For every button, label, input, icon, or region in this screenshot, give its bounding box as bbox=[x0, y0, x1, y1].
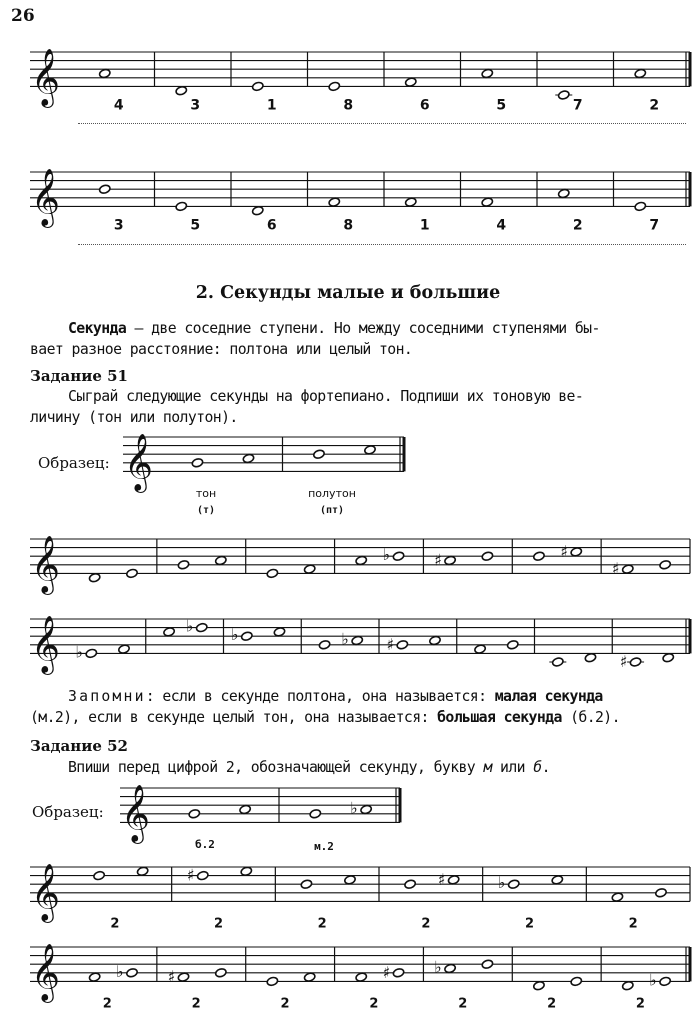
staff-exercise-2 bbox=[0, 160, 696, 240]
sharp-icon: ♯ bbox=[611, 559, 620, 579]
sample-abbr-tone: (т) bbox=[196, 505, 216, 516]
interval-number: 7 bbox=[572, 97, 583, 114]
staff-task-52-row-2 bbox=[0, 935, 696, 1011]
intro-paragraph bbox=[68, 318, 600, 339]
interval-number: 6 bbox=[266, 217, 277, 234]
sample-label-major-second: б.2 bbox=[195, 838, 215, 851]
treble-clef-icon: 𝄞 bbox=[31, 535, 60, 593]
whole-note bbox=[481, 68, 493, 78]
whole-note bbox=[570, 976, 582, 986]
whole-note bbox=[629, 657, 641, 667]
whole-note bbox=[99, 68, 111, 78]
whole-note bbox=[551, 875, 563, 885]
whole-note bbox=[558, 188, 570, 198]
whole-note bbox=[474, 644, 486, 654]
whole-note bbox=[351, 635, 363, 645]
whole-note bbox=[355, 972, 367, 982]
sample-label-minor-second: м.2 bbox=[314, 840, 334, 853]
flat-icon: ♭ bbox=[350, 798, 358, 818]
whole-note bbox=[191, 458, 203, 468]
remember-word: Запомни bbox=[68, 688, 146, 705]
treble-clef-icon: 𝄞 bbox=[124, 433, 153, 491]
flat-icon: ♭ bbox=[230, 625, 239, 645]
whole-note bbox=[175, 86, 187, 96]
whole-note bbox=[126, 968, 138, 978]
treble-clef-icon: 𝄞 bbox=[31, 615, 60, 673]
whole-note bbox=[252, 81, 264, 91]
whole-note bbox=[163, 627, 175, 637]
whole-note bbox=[241, 631, 253, 641]
whole-note bbox=[266, 568, 278, 578]
whole-note bbox=[99, 184, 111, 194]
whole-note bbox=[404, 879, 416, 889]
flat-icon: ♭ bbox=[649, 970, 657, 990]
whole-note bbox=[242, 453, 254, 463]
whole-note bbox=[659, 976, 671, 986]
sharp-icon: ♯ bbox=[434, 550, 442, 570]
flat-icon: ♭ bbox=[115, 961, 124, 981]
whole-note bbox=[659, 560, 671, 570]
interval-number: 2 bbox=[369, 996, 379, 1011]
whole-note bbox=[313, 449, 325, 459]
flat-icon: ♭ bbox=[434, 957, 442, 977]
whole-note bbox=[481, 959, 493, 969]
whole-note bbox=[558, 90, 570, 100]
staff-task-51-row-2 bbox=[0, 607, 696, 687]
term-second: Секунда bbox=[68, 320, 127, 337]
whole-note bbox=[344, 875, 356, 885]
remember-line-1: Запомни: если в секунде полтона, она называется: малая секунда bbox=[68, 688, 603, 705]
whole-note bbox=[429, 635, 441, 645]
whole-note bbox=[252, 206, 264, 216]
whole-note bbox=[570, 547, 582, 557]
interval-number: 2 bbox=[110, 916, 120, 932]
whole-note bbox=[364, 445, 376, 455]
sharp-icon: ♯ bbox=[186, 865, 195, 885]
task-51-line-1: Сыграй следующие секунды на фортепиано. Подпиши их тоновую ве- bbox=[68, 388, 584, 405]
sample-label-semitone: полутон bbox=[308, 487, 356, 500]
interval-number: 5 bbox=[496, 97, 507, 114]
staff-task-52-row-1 bbox=[0, 855, 696, 935]
whole-note bbox=[405, 77, 417, 87]
interval-number: 2 bbox=[458, 996, 468, 1011]
whole-note bbox=[93, 870, 105, 880]
intro-line-2: вает разное расстояние: полтона или целый тон. bbox=[30, 341, 413, 358]
whole-note bbox=[328, 197, 340, 207]
sample-label-tone: тон bbox=[195, 487, 217, 500]
flat-icon: ♭ bbox=[497, 873, 506, 893]
whole-note bbox=[481, 197, 493, 207]
whole-note bbox=[552, 657, 564, 667]
whole-note bbox=[533, 551, 545, 561]
sample-abbr-semitone: (пт) bbox=[319, 505, 345, 516]
interval-number: 2 bbox=[572, 217, 583, 234]
interval-number: 8 bbox=[343, 217, 354, 234]
interval-number: 2 bbox=[547, 996, 557, 1011]
staff-task-51-row-1 bbox=[0, 527, 696, 607]
whole-note bbox=[584, 653, 596, 663]
whole-note bbox=[634, 68, 646, 78]
interval-number: 1 bbox=[419, 217, 430, 234]
whole-note bbox=[328, 81, 340, 91]
whole-note bbox=[85, 648, 97, 658]
treble-clef-icon: 𝄞 bbox=[121, 784, 150, 842]
minor-second-term: малая секунда bbox=[494, 688, 603, 705]
treble-clef-icon: 𝄞 bbox=[31, 48, 60, 106]
whole-note bbox=[300, 879, 312, 889]
whole-note bbox=[175, 201, 187, 211]
sharp-icon: ♯ bbox=[560, 541, 569, 561]
whole-note bbox=[88, 972, 100, 982]
interval-number: 6 bbox=[419, 97, 430, 114]
interval-number: 2 bbox=[214, 916, 224, 932]
interval-number: 1 bbox=[266, 97, 277, 114]
sample-label-51: Образец: bbox=[38, 454, 110, 472]
whole-note bbox=[197, 870, 209, 880]
interval-number: 2 bbox=[280, 996, 290, 1011]
task-52-line-1: Впиши перед цифрой 2, обозначающей секунду, букву м или б. bbox=[68, 759, 550, 776]
treble-clef-icon: 𝄞 bbox=[31, 943, 60, 1001]
remember-line-2: (м.2), если в секунде целый тон, она называется: большая секунда (б.2). bbox=[30, 709, 620, 726]
staff-sample-52 bbox=[0, 776, 696, 856]
whole-note bbox=[188, 809, 200, 819]
flat-icon: ♭ bbox=[75, 642, 83, 662]
whole-note bbox=[240, 866, 252, 876]
answer-line-1 bbox=[78, 123, 686, 124]
whole-note bbox=[392, 968, 404, 978]
whole-note bbox=[177, 972, 189, 982]
whole-note bbox=[118, 644, 130, 654]
whole-note bbox=[507, 640, 519, 650]
whole-note bbox=[655, 888, 667, 898]
whole-note bbox=[360, 804, 372, 814]
whole-note bbox=[392, 551, 404, 561]
interval-number: 5 bbox=[190, 217, 201, 234]
interval-number: 8 bbox=[343, 97, 354, 114]
whole-note bbox=[611, 892, 623, 902]
interval-number: 2 bbox=[102, 996, 112, 1011]
whole-note bbox=[309, 809, 321, 819]
sharp-icon: ♯ bbox=[619, 652, 628, 671]
interval-number: 2 bbox=[649, 97, 660, 114]
whole-note bbox=[318, 640, 330, 650]
task-52-title: Задание 52 bbox=[30, 737, 128, 755]
whole-note bbox=[215, 555, 227, 565]
whole-note bbox=[634, 201, 646, 211]
sharp-icon: ♯ bbox=[382, 962, 391, 982]
treble-clef-icon: 𝄞 bbox=[31, 863, 60, 921]
task-51-line-2: личину (тон или полутон). bbox=[30, 409, 238, 426]
intro-line-1: — две соседние ступени. Но между соседними ступенями бы- bbox=[126, 320, 600, 337]
interval-number: 4 bbox=[113, 97, 124, 114]
whole-note bbox=[533, 981, 545, 991]
whole-note bbox=[622, 981, 634, 991]
whole-note bbox=[273, 627, 285, 637]
major-second-term: большая секунда bbox=[437, 709, 562, 726]
answer-line-2 bbox=[78, 244, 686, 245]
interval-number: 4 bbox=[496, 217, 507, 234]
whole-note bbox=[266, 976, 278, 986]
sharp-icon: ♯ bbox=[437, 869, 446, 889]
whole-note bbox=[662, 653, 674, 663]
task-51-title: Задание 51 bbox=[30, 367, 128, 385]
interval-number: 3 bbox=[113, 217, 124, 234]
flat-icon: ♭ bbox=[382, 545, 391, 565]
page-number: 26 bbox=[11, 6, 35, 26]
whole-note bbox=[447, 875, 459, 885]
interval-number: 2 bbox=[635, 996, 645, 1011]
whole-note bbox=[196, 622, 208, 632]
flat-icon: ♭ bbox=[185, 616, 194, 636]
whole-note bbox=[396, 640, 408, 650]
whole-note bbox=[88, 573, 100, 583]
sharp-icon: ♯ bbox=[167, 967, 176, 987]
interval-number: 7 bbox=[649, 217, 660, 234]
whole-note bbox=[177, 560, 189, 570]
whole-note bbox=[304, 564, 316, 574]
sample-label-52: Образец: bbox=[32, 803, 104, 821]
interval-number: 2 bbox=[628, 916, 638, 932]
interval-number: 2 bbox=[421, 916, 431, 932]
staff-exercise-1 bbox=[0, 40, 696, 120]
whole-note bbox=[444, 963, 456, 973]
whole-note bbox=[136, 866, 148, 876]
whole-note bbox=[508, 879, 520, 889]
treble-clef-icon: 𝄞 bbox=[31, 168, 60, 226]
section-title: 2. Секунды малые и большие bbox=[195, 283, 501, 303]
whole-note bbox=[444, 555, 456, 565]
whole-note bbox=[622, 564, 634, 574]
whole-note bbox=[215, 968, 227, 978]
whole-note bbox=[304, 972, 316, 982]
whole-note bbox=[239, 804, 251, 814]
interval-number: 3 bbox=[190, 97, 201, 114]
whole-note bbox=[355, 555, 367, 565]
whole-note bbox=[481, 551, 493, 561]
flat-icon: ♭ bbox=[341, 629, 349, 649]
interval-number: 2 bbox=[525, 916, 535, 932]
interval-number: 2 bbox=[317, 916, 327, 932]
whole-note bbox=[126, 568, 138, 578]
sharp-icon: ♯ bbox=[386, 634, 395, 654]
whole-note bbox=[405, 197, 417, 207]
interval-number: 2 bbox=[191, 996, 201, 1011]
